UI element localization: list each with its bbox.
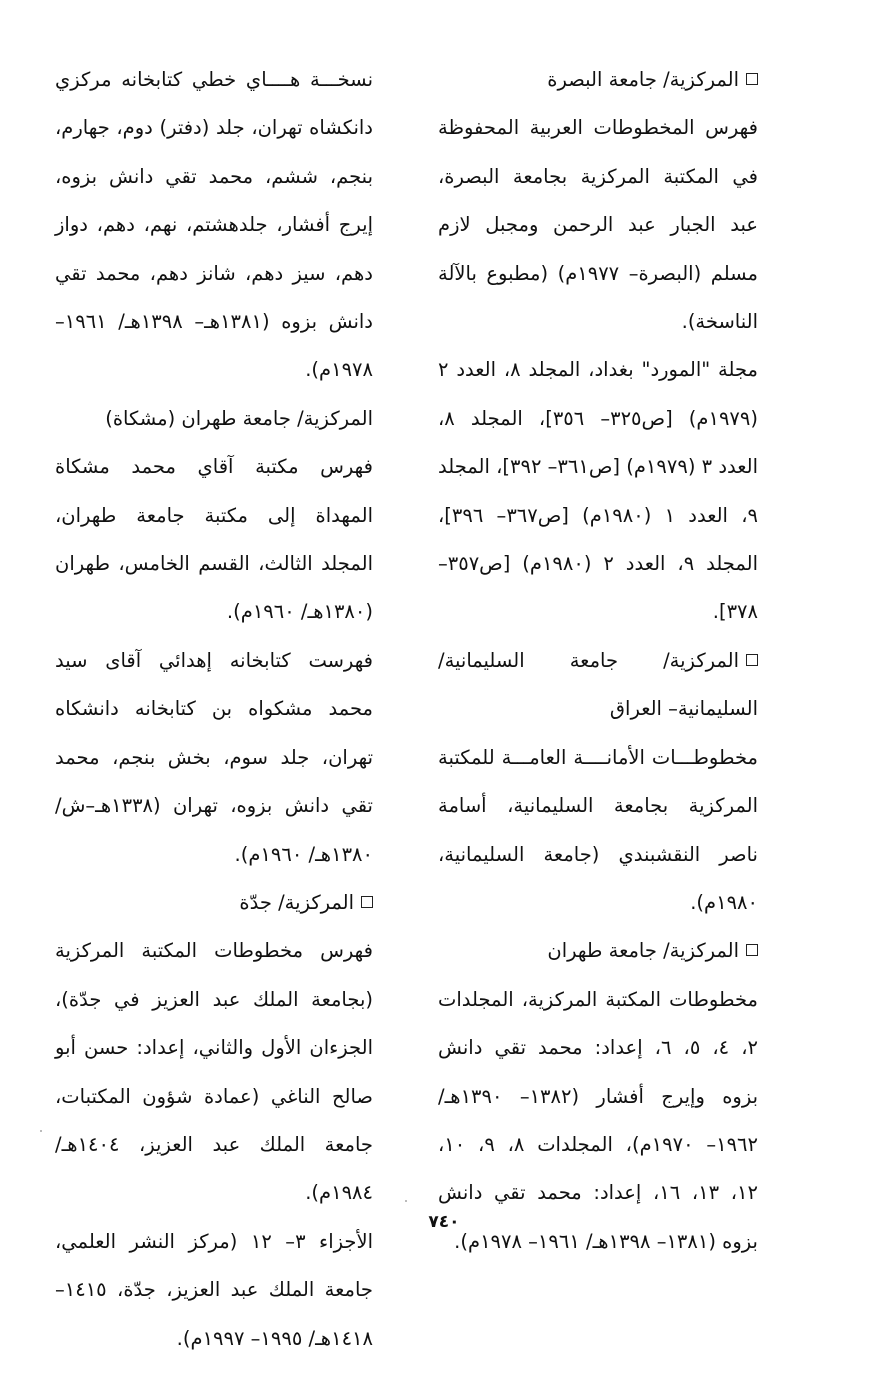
left-column [55,56,373,1363]
entry-text: فهرس المخطوطات العربية المحفوظة في المكتبة المركزية بجامعة البصرة، عبد الجبار عبد الرحمن ومجبل لازم مسلم (البصرة– ١٩٧٧م) (مطبوع بالآلة الناسخة). [438,116,758,334]
entry-text: فهرست كتابخانه إهدائي آقاى سيد محمد مشكواه بن كتابخانه دانشكاه تهران، جلد سوم، بخش بنجم، محمد تقي دانش بزوه، تهران (١٣٣٨هـ–ش/ ١٣٨٠هـ/ ١٩٦٠م). [55,648,373,866]
entry-text: مخطوطات المكتبة المركزية، المجلدات ٢، ٤، ٥، ٦، إعداد: محمد تقي دانش بزوه وإيرج أفشار (١٣٨٢– ١٣٩٠هـ/ ١٩٦٢– ١٩٧٠م)، المجلدات ٨، ٩، ١٠، ١٢، ١٣، ١٦، إعداد: محمد تقي دانش بزوه (١٣٨١– ١٣٩٨هـ/ ١٩٦١– ١٩٧٨م). [438,987,759,1253]
entry-text: الأجزاء ٣– ١٢ (مركز النشر العلمي، جامعة الملك عبد العزيز، جدّة، ١٤١٥– ١٤١٨هـ/ ١٩٩٥– ١٩٩٧م). [55,1229,373,1350]
entry-text: فهرس مخطوطات المكتبة المركزية (بجامعة الملك عبد العزيز في جدّة)، الجزءان الأول والثاني، إعداد: حسن أبو صالح الناغي (عمادة شؤون المكتبات، جامعة الملك عبد العزيز، ١٤٠٤هـ/ ١٩٨٤م). [55,939,373,1205]
page-number: ٧٤٠ [428,1212,460,1232]
heading-basra: المركزية/ جامعة البصرة [438,56,758,104]
checkbox-square-icon [746,944,758,956]
heading-sulaymaniyah: المركزية/ جامعة السليمانية/ السليمانية– العراق [438,648,758,721]
checkbox-square-icon [361,896,373,908]
entry-text: مخطوطـــات الأمانــــة العامـــة للمكتبة المركزية بجامعة السليمانية، أسامة ناصر النقشبندي (جامعة السليمانية، ١٩٨٠م). [438,745,758,914]
checkbox-square-icon [746,654,758,666]
entry-text: مجلة "المورد" بغداد، المجلد ٨، العدد ٢ (١٩٧٩م) [ص٣٢٥– ٣٥٦]، المجلد ٨، العدد ٣ (١٩٧٩م) [ص٣٦١– ٣٩٢]، المجلد ٩، العدد ١ (١٩٨٠م) [ص٣٦٧– ٣٩٦]، المجلد ٩، العدد ٢ (١٩٨٠م) [ص٣٥٧– ٣٧٨]. [438,358,759,624]
scan-speck [405,1200,407,1202]
heading-tehran: المركزية/ جامعة طهران [438,927,758,975]
scan-speck [40,1130,42,1132]
entry-text: نسخـــة هــــاي خطي كتابخانه مركزي دانكشاه تهران، جلد (دفتر) دوم، جهارم، بنجم، ششم، محمد تقي دانش بزوه، إيرج أفشار، جلدهشتم، نهم، دهم، دواز دهم، سيز دهم، شانز دهم، محمد تقي دانش بزوه (١٣٨١هـ– ١٣٩٨هـ/ ١٩٦١– ١٩٧٨م). [55,68,373,382]
heading-jeddah: المركزية/ جدّة [55,879,373,927]
right-column [438,56,758,1266]
entry-text: فهرس مكتبة آقاي محمد مشكاة المهداة إلى مكتبة جامعة طهران، المجلد الثالث، القسم الخامس، طهران (١٣٨٠هـ/ ١٩٦٠م). [55,455,373,624]
entry-text: المركزية/ جامعة طهران (مشكاة) [105,406,373,430]
checkbox-square-icon [746,73,758,85]
